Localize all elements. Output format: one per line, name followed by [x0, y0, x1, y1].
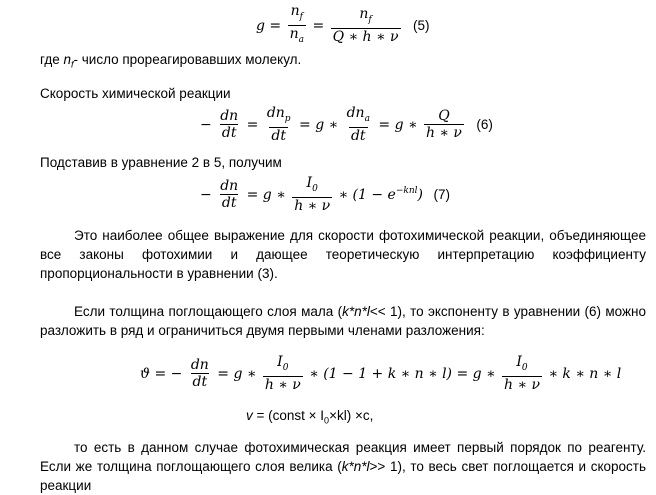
fraction: $\frac{Q}{h ∗ \nu}$ — [425, 107, 462, 141]
equation-6: − $\frac{dn}{dt}$ = $\frac{dn_p}{dt}$ = g ∗ $\frac{dn_a}{dt}$ = g ∗ $\frac{Q}{h ∗ \nu}$ (6) — [200, 105, 493, 144]
fraction: $\frac{I_0}{h ∗ \nu}$ — [294, 175, 331, 214]
equation-number: (7) — [433, 186, 450, 202]
fraction: $\frac{dn}{dt}$ — [220, 177, 239, 211]
fraction: $\frac{I_0}{h ∗ \nu}$ — [264, 354, 301, 393]
paragraph-general-expression: Это наиболее общее выражение для скорости фотохимической реакции, объединяющее все законы фотохимии и дающее теоретическую интерпретацию коэффициенту пропорциональности в уравнении (3). — [40, 228, 646, 281]
paragraph-first-order: то есть в данном случае фотохимическая реакция имеет первый порядок по реагенту. Если же толщина поглощающего слоя велика (k*n*l>> 1), то весь свет поглощается и скорость реакции — [40, 440, 646, 493]
text-line-where: где $n_f-$ число прореагировавших молекул. — [40, 52, 302, 70]
paragraph-thin-layer: Если толщина поглощающего слоя мала (k*n*l<< 1), то экспоненту в уравнении (6) можно разложить в ряд и ограничиться двумя первыми членами разложения: — [40, 304, 646, 338]
equation-rate-constant: v = (const × $I_0\times kl) \times c$, — [246, 408, 374, 426]
equation-number: (6) — [476, 116, 493, 132]
fraction: $\frac{dn}{dt}$ — [190, 356, 209, 390]
fraction: $\frac{dn_a}{dt}$ — [346, 105, 370, 144]
equation-5: g = $\frac{n_f}{n_a}$ = $\frac{n_f}{Q ∗ h ∗ \nu}$ (5) — [256, 4, 429, 48]
equation-7: − $\frac{dn}{dt}$ = g ∗ $\frac{I_0}{h ∗ \nu}$ ∗ $(1 - e^{-knl})$ (7) — [200, 175, 450, 214]
fraction: $\frac{I_0}{h ∗ \nu}$ — [504, 354, 540, 393]
fraction: $\frac{dn}{dt}$ — [220, 107, 239, 141]
fraction: $\frac{n_f}{Q ∗ h ∗ \nu}$ — [332, 5, 399, 45]
fraction: $\frac{n_f}{n_a}$ — [288, 4, 306, 48]
equation-number: (5) — [412, 17, 430, 33]
text-line-speed: Скорость химической реакции — [40, 86, 231, 101]
equation-rate-expanded: ϑ = − $\frac{dn}{dt}$ = g ∗ $\frac{I_0}{h ∗ \nu}$ ∗ (1 − 1 + k ∗ n ∗ l) = g ∗ $\frac{I_0}{h ∗ \nu}$ ∗ k ∗ n ∗ l — [140, 354, 622, 393]
fraction: $\frac{dn_p}{dt}$ — [266, 105, 291, 144]
text-line-substitute: Подставив в уравнение 2 в 5, получим — [40, 155, 282, 170]
